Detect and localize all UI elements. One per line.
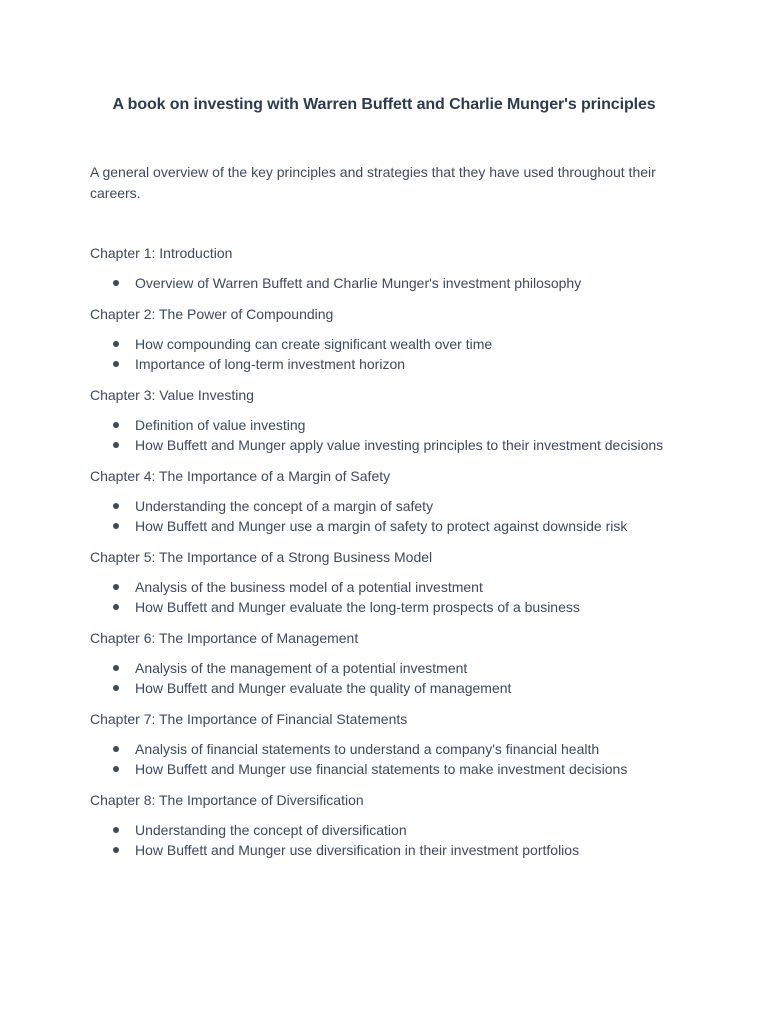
list-item-text: Understanding the concept of a margin of safety <box>135 497 434 514</box>
intro-paragraph: A general overview of the key principles and strategies that they have used throughout their careers. <box>90 164 656 201</box>
bullet-icon <box>113 685 119 691</box>
list-item-text: How Buffett and Munger use financial statements to make investment decisions <box>135 761 628 777</box>
bullet-icon <box>113 523 119 529</box>
list-item <box>90 739 678 760</box>
bullet-list <box>90 415 678 456</box>
list-item-text: How Buffett and Munger evaluate the long-term prospects of a business <box>135 599 580 615</box>
bullet-icon <box>113 847 119 853</box>
list-item-text: Analysis of the management of a potential investment <box>135 659 468 676</box>
list-item-text: Overview of Warren Buffett and Charlie Munger's investment philosophy <box>135 275 582 291</box>
list-item-text: Importance of long-term investment horizon <box>135 356 406 372</box>
document-title: A book on investing with Warren Buffett and Charlie Munger's principles <box>112 96 656 113</box>
bullet-list <box>90 273 678 294</box>
bullet-icon <box>113 584 119 590</box>
list-item-text: How Buffett and Munger use diversification in their investment portfolios <box>135 842 580 858</box>
bullet-list <box>90 496 678 537</box>
chapter-7 <box>90 709 678 780</box>
chapter-6 <box>90 628 678 699</box>
list-item-text: Definition of value investing <box>135 416 306 433</box>
bullet-icon <box>113 827 119 833</box>
chapter-heading: Chapter 7: The Importance of Financial Statements <box>90 710 408 727</box>
list-item <box>90 597 678 618</box>
chapter-heading: Chapter 4: The Importance of a Margin of Safety <box>90 467 391 484</box>
bullet-icon <box>113 503 119 509</box>
bullet-list <box>90 334 678 375</box>
bullet-icon <box>113 361 119 367</box>
chapter-2 <box>90 304 678 375</box>
list-item <box>90 840 678 861</box>
bullet-icon <box>113 604 119 610</box>
bullet-icon <box>113 746 119 752</box>
chapter-heading: Chapter 6: The Importance of Management <box>90 629 359 646</box>
list-item-text: Analysis of the business model of a potential investment <box>135 578 483 595</box>
list-item <box>90 415 678 436</box>
list-item <box>90 273 678 294</box>
list-item <box>90 658 678 679</box>
list-item-text: Understanding the concept of diversification <box>135 821 407 838</box>
list-item <box>90 354 678 375</box>
chapter-heading: Chapter 3: Value Investing <box>90 386 254 403</box>
bullet-icon <box>113 422 119 428</box>
chapter-heading: Chapter 1: Introduction <box>90 245 233 261</box>
list-item <box>90 820 678 841</box>
chapter-8 <box>90 790 678 861</box>
list-item <box>90 496 678 517</box>
bullet-list <box>90 577 678 618</box>
list-item <box>90 516 678 537</box>
chapter-1 <box>90 243 678 294</box>
list-item <box>90 435 678 456</box>
list-item-text: How compounding can create significant wealth over time <box>135 335 493 352</box>
list-item-text: How Buffett and Munger use a margin of safety to protect against downside risk <box>135 518 628 534</box>
chapter-4 <box>90 466 678 537</box>
bullet-list <box>90 658 678 699</box>
bullet-icon <box>113 341 119 347</box>
list-item-text: How Buffett and Munger evaluate the quality of management <box>135 680 512 696</box>
bullet-icon <box>113 665 119 671</box>
list-item <box>90 577 678 598</box>
list-item-text: How Buffett and Munger apply value investing principles to their investment decisions <box>135 437 664 453</box>
chapter-heading: Chapter 2: The Power of Compounding <box>90 305 334 322</box>
chapter-list <box>90 243 678 861</box>
chapter-5 <box>90 547 678 618</box>
bullet-list <box>90 739 678 780</box>
bullet-list <box>90 820 678 861</box>
list-item <box>90 678 678 699</box>
list-item <box>90 759 678 780</box>
chapter-3 <box>90 385 678 456</box>
bullet-icon <box>113 280 119 286</box>
list-item <box>90 334 678 355</box>
chapter-heading: Chapter 5: The Importance of a Strong Business Model <box>90 548 433 565</box>
list-item-text: Analysis of financial statements to understand a company's financial health <box>135 740 600 757</box>
chapter-heading: Chapter 8: The Importance of Diversification <box>90 791 364 808</box>
bullet-icon <box>113 766 119 772</box>
bullet-icon <box>113 442 119 448</box>
